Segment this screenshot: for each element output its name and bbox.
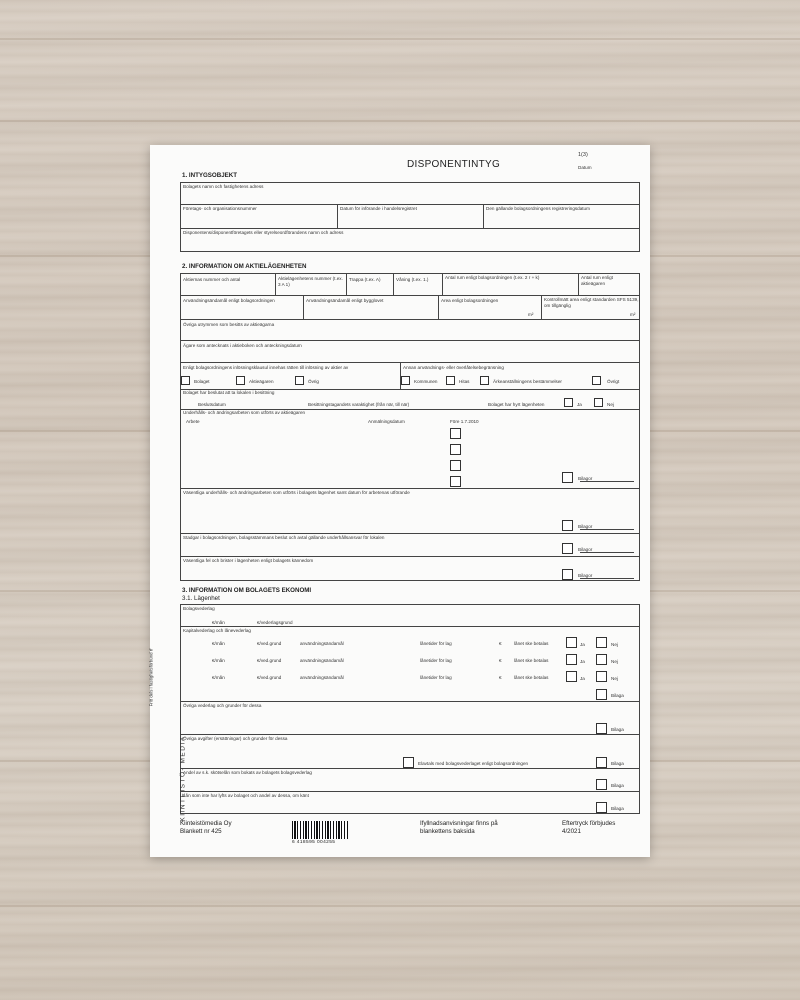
footer-instructions: Ifyllnadsanvisningar finns på blankettens baksida [420,820,498,835]
col-before-2010: Före 1.7.2010 [450,419,479,424]
field-area-bylaws[interactable]: Area enligt bolagsordningen [441,298,499,303]
section-3-title: 3. INFORMATION OM BOLAGETS EKONOMI [182,587,312,594]
field-works: Underhålls- och ändringsarbeten som utförts av aktieägaren [183,410,306,415]
checkbox-major-attachments[interactable] [562,520,573,531]
section-3-subtitle: 3.1. Lägenhet [182,595,220,602]
label-works-attachments: Bilagor [578,476,593,481]
publisher-logo: KIINTEISTÖ- MEDIA [179,735,187,822]
checkbox-work-4[interactable] [450,476,461,487]
field-rooms-bylaws[interactable]: Antal rum enligt bolagsordningen (t.ex. 2 r + k) [445,275,540,280]
label-ovrig: Övrig [308,379,319,384]
col-work: Arbete [186,419,200,424]
label-aktieagaren: Aktieägaren [249,379,274,384]
label-electricity: Elavtals med bolagsvederlaget enligt bolagsordningen [418,761,529,766]
footer-publisher: Kiinteistömedia Oy Blankett nr 425 [180,820,232,835]
checkbox-rented-no[interactable] [594,398,603,407]
checkbox-work-1[interactable] [450,428,461,439]
col-notify-date: Anmälningsdatum [368,419,405,424]
field-rooms-owner[interactable]: Antal rum enligt aktieägaren [581,275,613,286]
field-decision-date[interactable]: Beslutsdatum [198,402,226,407]
checkbox-work-2[interactable] [450,444,461,455]
fee-per-month[interactable]: €/mån [212,620,225,625]
checkbox-bolaget[interactable] [181,376,190,385]
field-apartment-number[interactable]: Aktielägenhetens nummer (t.ex. 3 A 1) [278,276,343,287]
barcode-number: 6 418595 004255 [292,840,336,845]
checkbox-hitas[interactable] [446,376,455,385]
label-restrictions: Ärkeanställningens bestämmelser [493,379,562,384]
label-defects-attachments: Bilagor [578,573,593,578]
label-major-attachments: Bilagor [578,524,593,529]
unit-m2: m² [528,312,534,317]
field-possession: Bolaget har beslutat att ta lokalen i besittning [183,390,275,395]
footer-copyright: Eftertryck förbjudes 4/2021 [562,820,616,835]
label-ovrigt: Övrigt [607,379,620,384]
page-number: 1(3) [578,152,588,158]
label-bolaget: Bolaget [194,379,210,384]
field-other-spaces[interactable]: Övriga utrymmen som besitts av aktieägarna [183,322,275,327]
field-shares[interactable]: Aktiernas nummer och antal [183,277,241,282]
checkbox-rented-yes[interactable] [564,398,573,407]
checkbox-aktieagaren[interactable] [236,376,245,385]
fee-per-basis[interactable]: €/vederlagsgrund [257,620,293,625]
section-2-title: 2. INFORMATION OM AKTIELÄGENHETEN [182,263,307,270]
label-loan-attachment: Bilaga [611,783,624,788]
checkbox-defects-attachments[interactable] [562,569,573,580]
field-restriction: Annan användnings- eller överlåtelsebegränsning [403,365,504,370]
field-manager[interactable]: Disponentens/disponentföretagets eller styrelseordförandens namn och adress [183,230,344,235]
label-rules-attachments: Bilagor [578,547,593,552]
label-rented-no: Nej [607,402,614,407]
field-other-charges[interactable]: Övriga avgifter (ersättningar) och grunder för dessa [183,736,288,741]
field-owners[interactable]: Ägare som antecknats i aktieboken och anteckningsdatum [183,343,302,348]
checkbox-capital-1-no[interactable] [596,637,607,648]
label-capital-attachment: Bilaga [611,693,624,698]
field-rented: Bolaget har hyrt lägenheten [488,402,545,407]
field-bylaws-date[interactable]: Den gällande bolagsordningens registreringsdatum [486,206,590,211]
field-area-measured[interactable]: Kontrollmätt area enligt standarden SFS 5139, om tillgänglig [544,297,639,308]
checkbox-restrictions[interactable] [480,376,489,385]
field-org-number[interactable]: Företags- och organisationsnummer [183,206,257,211]
field-duration[interactable]: Besittningstagandets varaktighet (från när, till när) [308,402,410,407]
field-fee: Bolagsvederlag [183,606,215,611]
field-maintenance-rules[interactable]: Stadgar i bolagsordningen, bolagsstämmans beslut och avtal gällande underhållsansvar för lokalen [183,535,385,540]
checkbox-capital-attachment[interactable] [596,689,607,700]
unit-m2-measured: m² [630,312,636,317]
checkbox-capital-2-no[interactable] [596,654,607,665]
field-redemption: Enligt bolagsordningens inlösningsklausul innehas rätten till inlösning av aktier av [183,365,349,370]
field-floor[interactable]: Våning (t.ex. 1.) [396,277,429,282]
field-company-name[interactable]: Bolagets namn och fastighetens adress [183,184,264,189]
field-use-permit[interactable]: Användningsändamål enligt bygglovet [306,298,384,303]
checkbox-work-3[interactable] [450,460,461,471]
label-hitas: Hitas [459,379,470,384]
checkbox-rules-attachments[interactable] [562,543,573,554]
field-unraised-loans[interactable]: Lån som inte har lyfts av bolaget och andel av dessa, om känt [183,793,309,798]
field-defects[interactable]: Väsentliga fel och brister i lägenheten enligt bolagets kännedom [183,558,314,563]
section-3-box [180,604,640,814]
label-kommunen: Kommunen [414,379,438,384]
section-1-box [180,182,640,252]
checkbox-other-fees-attachment[interactable] [596,723,607,734]
document-page: DISPONENTINTYG 1(3) Datum 1. INTYGSOBJEKT Bolagets namn och fastighetens adress Företags- och organisationsnummer Datum för införande i handelsregistret Den gällande bolagsordningens registreringsdatum Disponentens/disponentföretagets eller styrelseordförandens namn och adress 2. INFORMATION OM AKTIELÄGENHETEN Aktiernas nummer och antal Aktielägenhetens nummer (t.ex. 3 A 1) Trappa (t.ex. A) Våning (t.ex. 1.) Antal rum enligt bolagsordningen (t.ex. 2 r + k) Antal rum enligt aktieägaren Användningsändamål enligt bolagsordningen Användningsändamål enligt bygglovet Area enligt bolagsordningen Kontrollmätt area enligt standarden SFS 5139, om tillgänglig m² m² Övriga utrymmen som besitts av aktieägarna Ägare som antecknats i aktieboken och anteckningsdatum Enligt bolagsordningens inlösningsklausul innehas rätten till inlösning av aktier av Annan användnings- eller överlåtelsebegränsning Bolaget Aktieägaren Övrig Kommunen Hitas Ärkeanställningens bestämmelser Övrigt Bolaget har beslutat att ta lokalen i besittning Beslutsdatum Besittningstagandets varaktighet (från när, till när) Bolaget har hyrt lägenheten Ja Nej Underhålls- och ändringsarbeten som utförts av aktieägaren Arbete Anmälningsdatum Före 1.7.2010 Bilagor Väsentliga underhålls- och ändringsarbeten som utförts i bolagets lägenhet samt datum för arbetenas utförande Bilagor Stadgar i bolagsordningen, bolagsstämmans beslut och avtal gällande underhållsansvar för lokalen Bilagor Väsentliga fel och brister i lägenheten enligt bolagets kännedom Bilagor 3. INFORMATION OM BOLAGETS EKONOMI 3.1. Lägenhet Bolagsvederlag €/mån €/vederlagsgrund Kapitalvederlag och lånevederlag €/mån €/ved.grund användningsändamål lånetider för lag € lånet ske betalas Ja Nej €/mån €/ved.grund användningsändamål lånetider för lag € lånet ske betalas Ja Nej €/mån €/ved.grund användningsändamål lånetider för lag € lånet ske betalas Ja Nej Bilaga Övriga vederlag och grunder för dessa Bilaga Övriga avgifter (ersättningar) och grunder för dessa Elavtals med bolagsvederlaget enligt bolagsordningen Bilaga Andel av s.k. skötselån som bokats av bolagets bolagsvederlag Bilaga Lån som inte har lyfts av bolaget och andel av dessa, om känt Bilaga Fritt dels i fastighetsförbund rf KIINTEISTÖ- MEDIA Kiinteistömedia Oy Blankett nr 425 6 418595 004255 Ifyllnadsanvisningar finns på blankettens baksida Eftertryck förbjudes 4/2021 [150,145,650,857]
field-use-bylaws[interactable]: Användningsändamål enligt bolagsordningen [183,298,275,303]
field-capital-fee: Kapitalvederlag och lånevederlag [183,628,251,633]
checkbox-works-attachments[interactable] [562,472,573,483]
field-other-fees[interactable]: Övriga vederlag och grunder för dessa [183,703,262,708]
section-1-title: 1. INTYGSOBJEKT [182,172,238,179]
label-other-fees-attachment: Bilaga [611,727,624,732]
document-title: DISPONENTINTYG [407,159,501,170]
checkbox-ovrigt[interactable] [592,376,601,385]
checkbox-electricity[interactable] [403,757,414,768]
field-major-works[interactable]: Väsentliga underhålls- och ändringsarbeten som utförts i bolagets lägenhet samt datum för arbetenas utförande [183,490,410,495]
barcode [292,821,348,839]
side-text: Fritt dels i fastighetsförbund rf [148,648,154,707]
label-charges-attachment: Bilaga [611,761,624,766]
field-stairway[interactable]: Trappa (t.ex. A) [349,277,381,282]
checkbox-capital-1-yes[interactable] [566,637,577,648]
checkbox-charges-attachment[interactable] [596,757,607,768]
field-register-date[interactable]: Datum för införande i handelsregistret [340,206,417,211]
checkbox-unraised-attachment[interactable] [596,802,607,813]
field-maintenance-loan[interactable]: Andel av s.k. skötselån som bokats av bolagets bolagsvederlag [183,770,312,775]
checkbox-capital-3-no[interactable] [596,671,607,682]
checkbox-loan-attachment[interactable] [596,779,607,790]
date-label: Datum [578,165,592,170]
checkbox-ovrig[interactable] [295,376,304,385]
checkbox-capital-2-yes[interactable] [566,654,577,665]
checkbox-kommunen[interactable] [401,376,410,385]
label-rented-yes: Ja [577,402,582,407]
checkbox-capital-3-yes[interactable] [566,671,577,682]
label-unraised-attachment: Bilaga [611,806,624,811]
